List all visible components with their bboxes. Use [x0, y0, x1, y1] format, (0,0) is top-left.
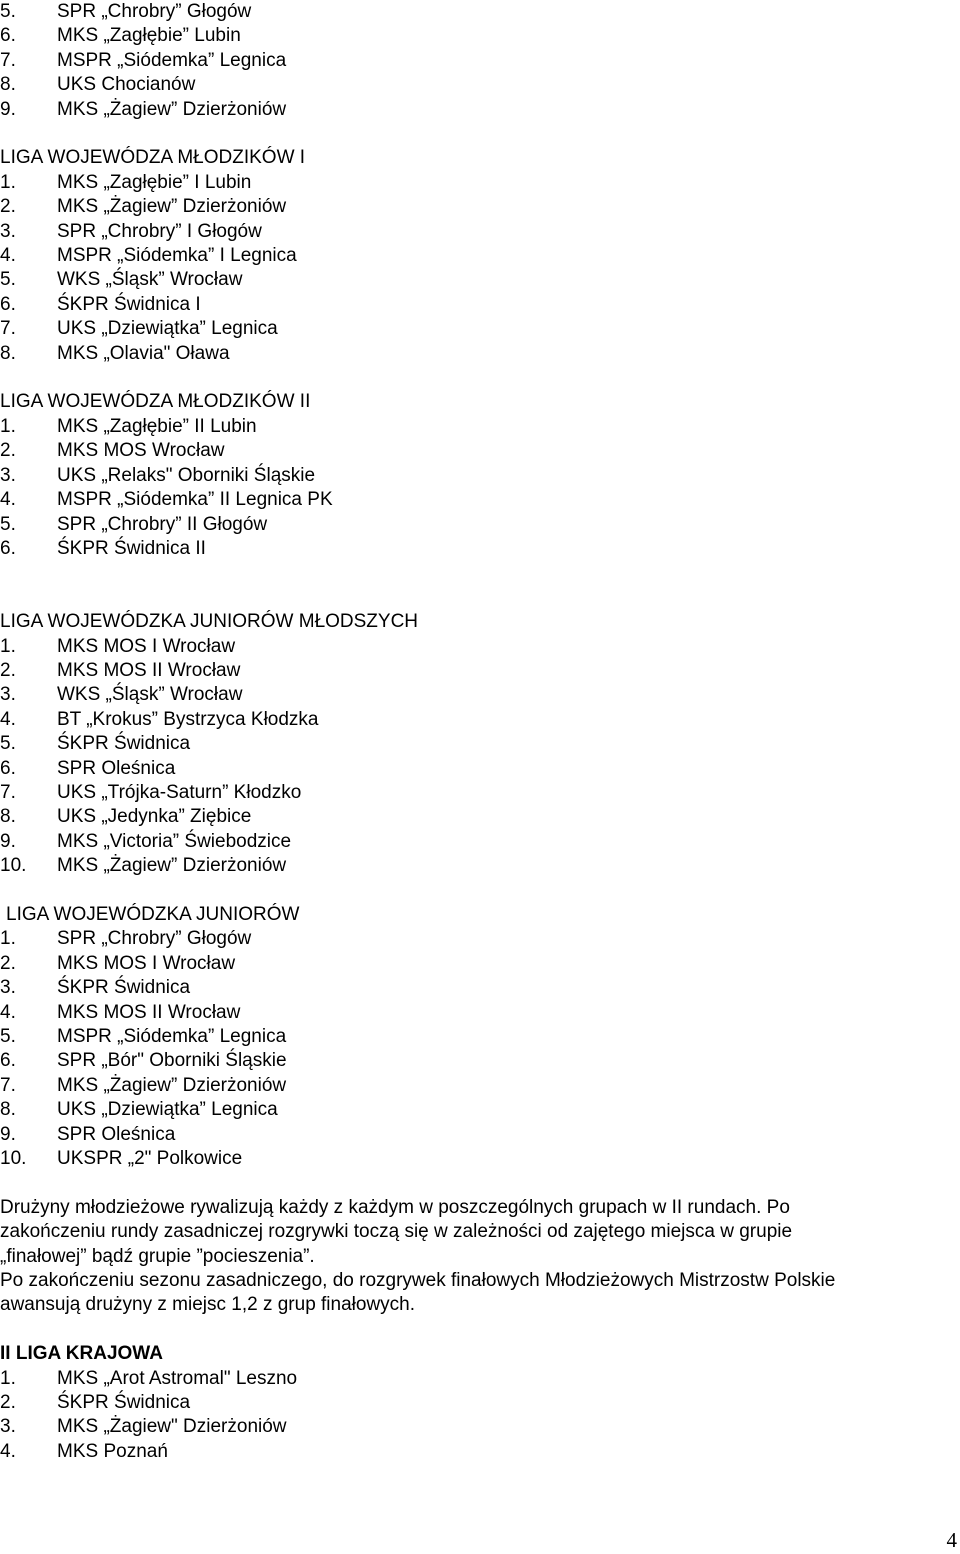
list-item: 1. MKS MOS I Wrocław	[0, 635, 236, 657]
list-item: 4. MSPR „Siódemka” II Legnica PK	[0, 489, 333, 511]
spacer	[0, 1171, 960, 1195]
list-item: 6. ŚKPR Świdnica I	[0, 293, 201, 315]
team-list	[0, 171, 960, 366]
list-item: 2. MKS MOS II Wrocław	[0, 659, 241, 681]
spacer	[0, 879, 960, 903]
list-item: 3. ŚKPR Świdnica	[0, 977, 191, 999]
list-item: 5. SPR „Chrobry” II Głogów	[0, 513, 268, 535]
spacer	[0, 122, 960, 146]
list-item: 7. MKS „Żagiew” Dzierżoniów	[0, 1074, 287, 1096]
list-item: 8. UKS „Dziewiątka” Legnica	[0, 1099, 278, 1121]
section-heading: LIGA WOJEWÓDZKA JUNIORÓW	[6, 903, 300, 925]
paragraph-line: Po zakończeniu sezonu zasadniczego, do rozgrywek finałowych Młodzieżowych Mistrzostw Polskie	[0, 1270, 836, 1292]
paragraph-line: Drużyny młodzieżowe rywalizują każdy z każdym w poszczególnych grupach w II rundach. Po	[0, 1196, 790, 1218]
list-item: 7. UKS „Trójka-Saturn” Kłodzko	[0, 781, 302, 803]
list-item: 5. MSPR „Siódemka” Legnica	[0, 1026, 287, 1047]
list-item: 9. MKS „Żagiew” Dzierżoniów	[0, 98, 287, 120]
page-number: 4	[946, 1528, 957, 1552]
rules-paragraph	[0, 1196, 960, 1318]
team-list	[0, 415, 960, 561]
list-item: 9. MKS „Victoria” Świebodzice	[0, 830, 292, 852]
list-item: 2. MKS MOS Wrocław	[0, 440, 225, 462]
list-item: 4. MKS Poznań	[0, 1440, 168, 1462]
section-heading: LIGA WOJEWÓDZA MŁODZIKÓW II	[0, 391, 311, 413]
team-list	[0, 927, 960, 1171]
list-item: 6. ŚKPR Świdnica II	[0, 537, 206, 559]
section-heading: II LIGA KRAJOWA	[0, 1343, 163, 1365]
list-item: 3. UKS „Relaks" Oborniki Śląskie	[0, 464, 316, 486]
list-item: 8. UKS Chocianów	[0, 74, 196, 96]
list-item: 7. MSPR „Siódemka” Legnica	[0, 49, 287, 71]
list-item: 1. MKS „Zagłębie” I Lubin	[0, 171, 252, 193]
section-liga-juniorow-mlodszych	[0, 610, 960, 878]
section-continuation	[0, 0, 960, 122]
list-item: 1. MKS „Zagłębie” II Lubin	[0, 415, 257, 437]
spacer	[0, 366, 960, 390]
team-list	[0, 1367, 960, 1465]
list-item: 5. SPR „Chrobry” Głogów	[0, 1, 252, 22]
list-item: 8. UKS „Jedynka” Ziębice	[0, 806, 252, 828]
list-item: 2. MKS MOS I Wrocław	[0, 952, 236, 974]
list-item: 3. MKS „Żagiew" Dzierżoniów	[0, 1416, 287, 1438]
list-item: 5. WKS „Śląsk” Wrocław	[0, 269, 243, 291]
list-item: 3. WKS „Śląsk” Wrocław	[0, 684, 243, 706]
list-item: 5. ŚKPR Świdnica	[0, 733, 191, 755]
list-item: 2. MKS „Żagiew” Dzierżoniów	[0, 196, 287, 218]
list-item: 10. MKS „Żagiew” Dzierżoniów	[0, 855, 287, 877]
spacer	[0, 1318, 960, 1342]
list-item: 8. MKS „Olavia" Oława	[0, 342, 230, 364]
spacer	[0, 561, 960, 610]
team-list	[0, 635, 960, 879]
list-item: 9. SPR Oleśnica	[0, 1123, 176, 1145]
list-item: 1. MKS „Arot Astromal" Leszno	[0, 1367, 298, 1389]
paragraph-line: „finałowej” bądź grupie ”pocieszenia”.	[0, 1245, 315, 1267]
team-list	[0, 0, 960, 122]
section-heading: LIGA WOJEWÓDZKA JUNIORÓW MŁODSZYCH	[0, 611, 419, 633]
section-liga-mlodzikow-2	[0, 390, 960, 561]
list-item: 6. SPR „Bór" Oborniki Śląskie	[0, 1050, 287, 1072]
list-item: 4. MSPR „Siódemka” I Legnica	[0, 245, 297, 267]
list-item: 6. MKS „Zagłębie” Lubin	[0, 25, 241, 47]
list-item: 2. ŚKPR Świdnica	[0, 1392, 191, 1414]
list-item: 3. SPR „Chrobry” I Głogów	[0, 220, 262, 242]
list-item: 10. UKSPR „2" Polkowice	[0, 1148, 243, 1170]
list-item: 6. SPR Oleśnica	[0, 757, 176, 779]
paragraph-line: zakończeniu rundy zasadniczej rozgrywki toczą się w zależności od zajętego miejsca w grupie	[0, 1221, 793, 1243]
section-liga-juniorow	[0, 903, 960, 1171]
section-liga-mlodzikow-1	[0, 146, 960, 366]
list-item: 4. MKS MOS II Wrocław	[0, 1001, 241, 1023]
list-item: 1. SPR „Chrobry” Głogów	[0, 928, 252, 950]
list-item: 7. UKS „Dziewiątka” Legnica	[0, 318, 278, 340]
section-ii-liga-krajowa	[0, 1342, 960, 1464]
section-heading: LIGA WOJEWÓDZA MŁODZIKÓW I	[0, 147, 306, 169]
list-item: 4. BT „Krokus” Bystrzyca Kłodzka	[0, 708, 319, 730]
paragraph-line: awansują drużyny z miejsc 1,2 z grup finałowych.	[0, 1294, 416, 1316]
